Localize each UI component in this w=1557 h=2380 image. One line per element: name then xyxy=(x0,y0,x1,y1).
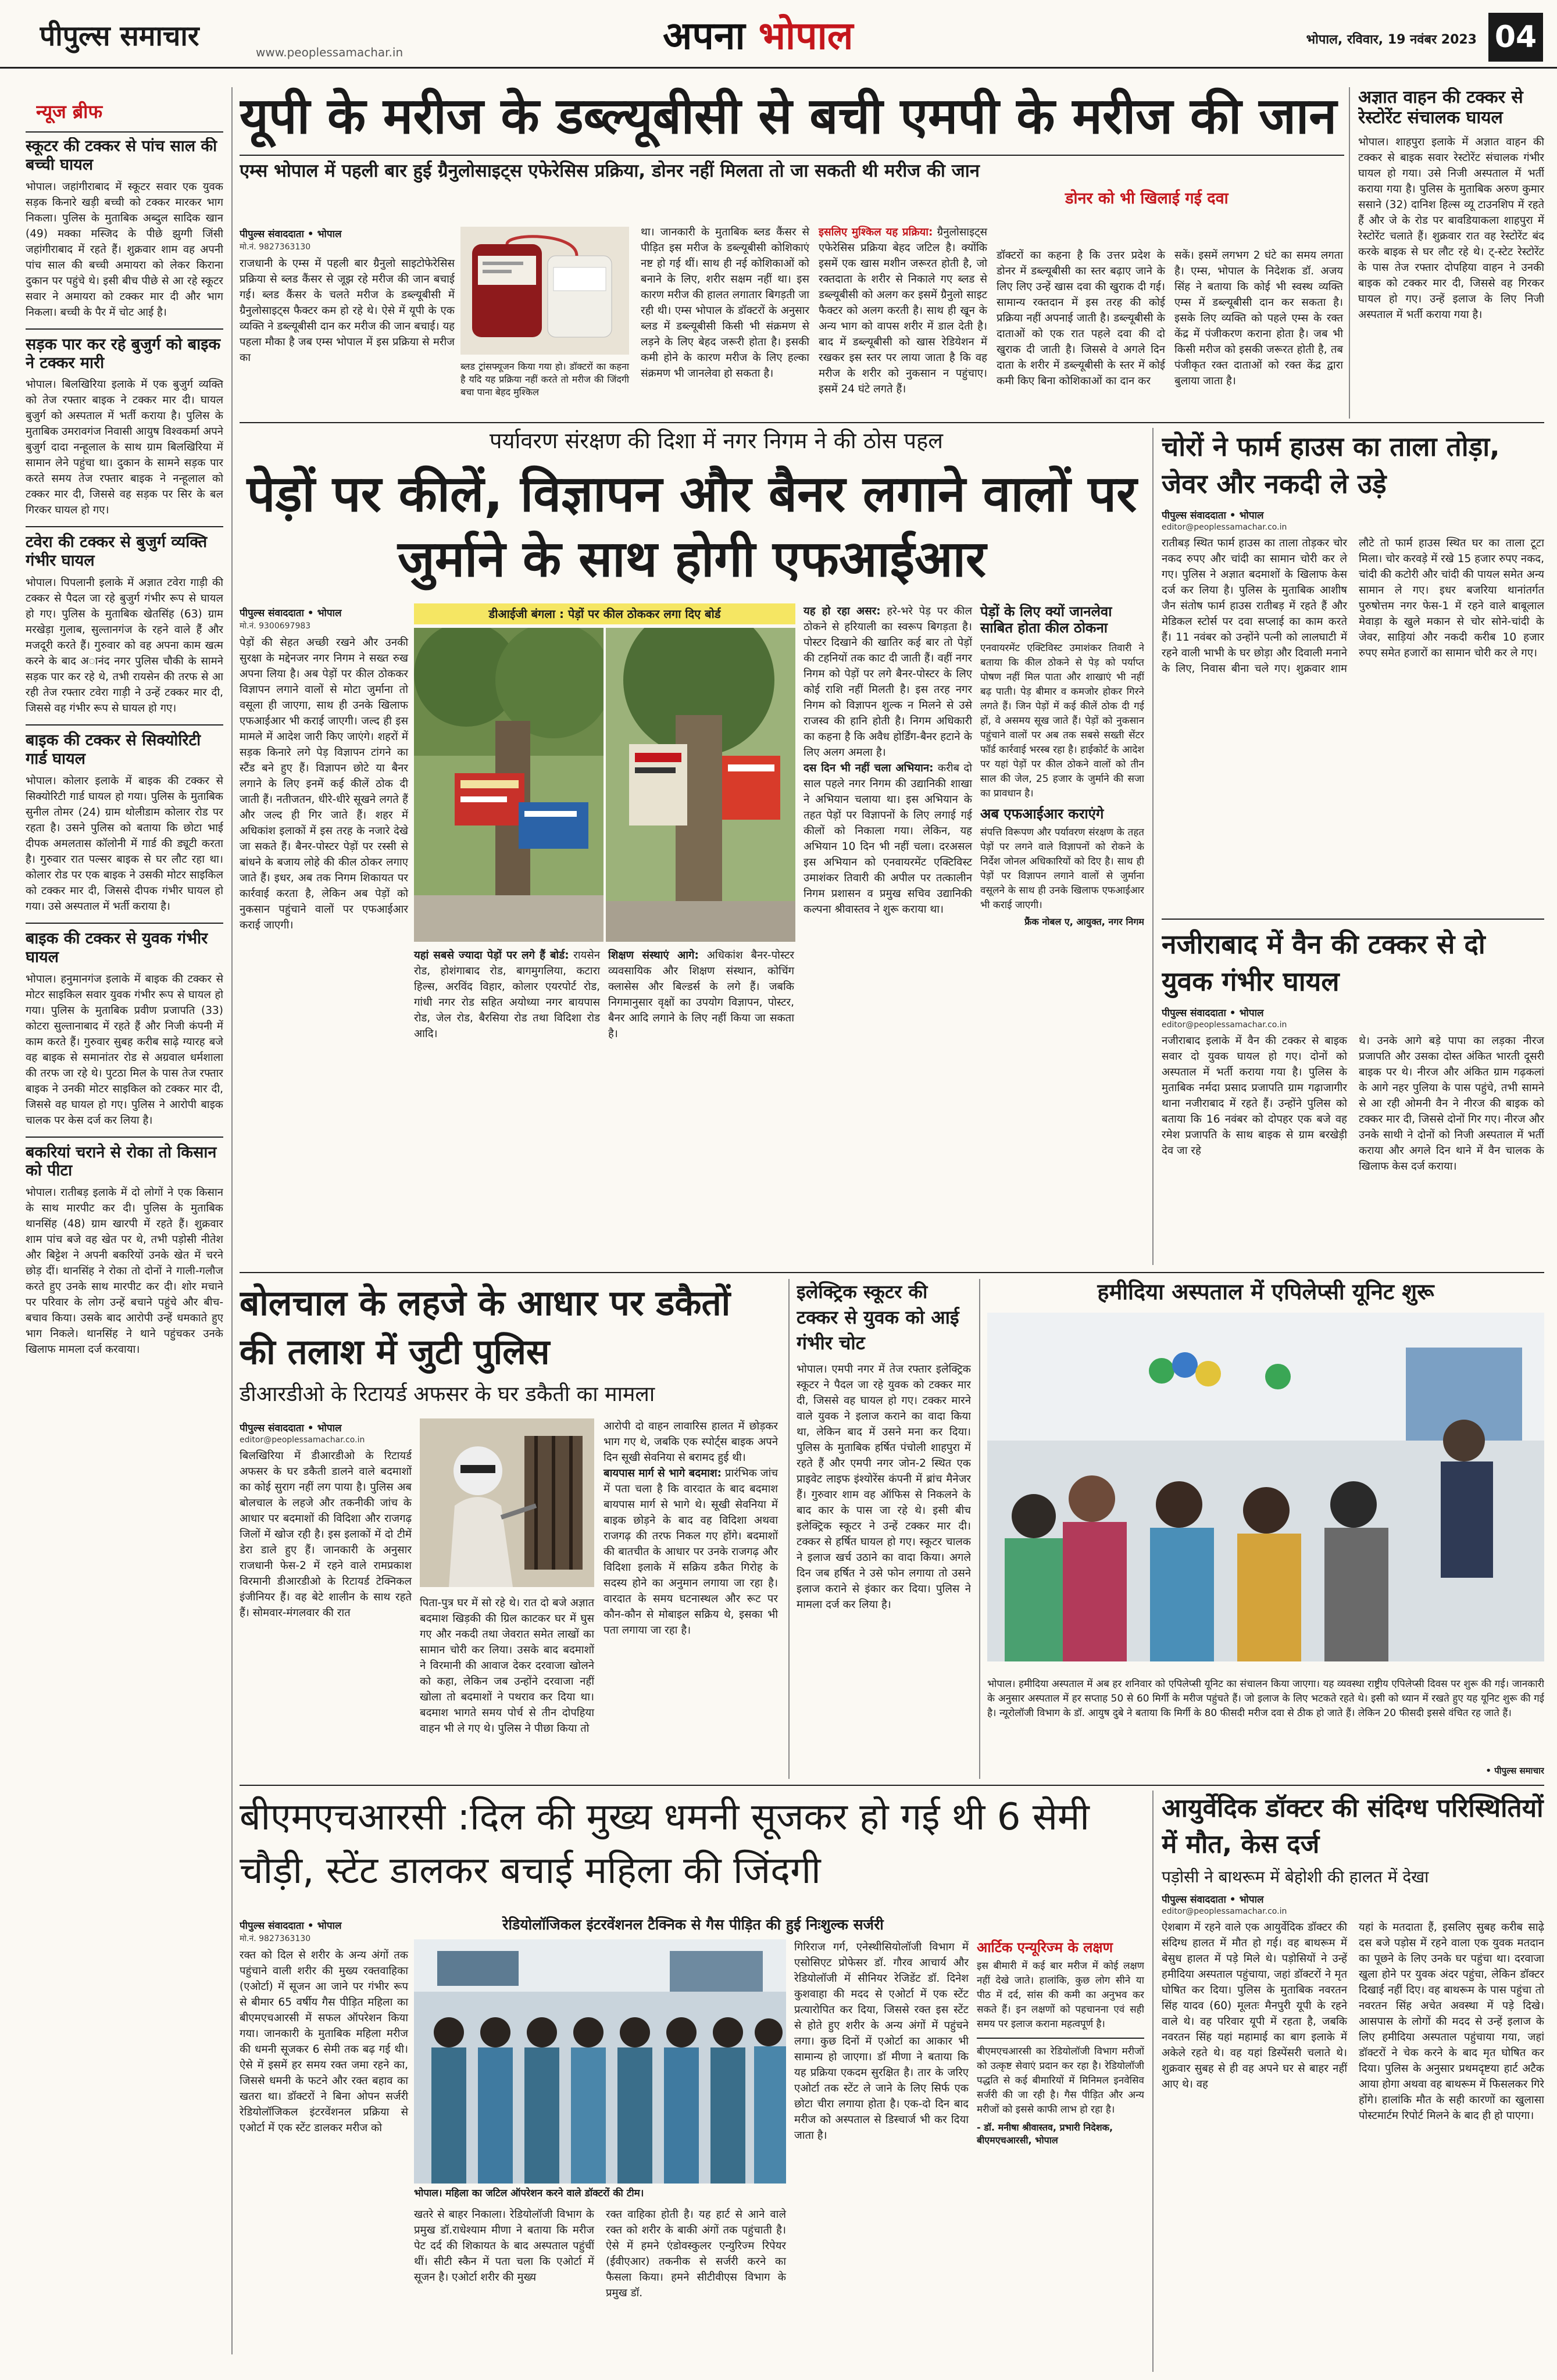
lead-col-1: राजधानी के एम्स में पहली बार ग्रैनुलो साइटोफेरेसिस प्रक्रिया से ब्लड कैंसर से जूझ रहे मरीज की जान बचाई गई। ब्लड कैंसर के चलते मरीज के डब्ल्यूबीसी में ग्रैनुलोसाइट्स फैक्टर कम हो रहे थे। ऐसे में यूपी के एक व्यक्ति ने डब्ल्यूबीसी दान कर मरीज की जान बचाई। यह पहला मौका है जब एम्स भोपाल में इस प्रक्रिया से मरीज का xyxy=(240,258,455,364)
env-byline: पीपुल्स संवाददाता • भोपाल xyxy=(240,607,342,619)
lead-headline[interactable]: यूपी के मरीज के डब्ल्यूबीसी से बची एमपी के मरीज की जान xyxy=(240,87,1337,145)
brief-column xyxy=(26,137,223,2358)
bmhrc-col-1: रक्त को दिल से शरीर के अन्य अंगों तक पहुंचाने वाली शरीर की मुख्य रक्तवाहिका (एओर्टा) में सूजन आ जाने पर गंभीर रूप से बीमार 65 वर्षीय गैस पीड़ित महिला का बीएमएचआरसी में सफल ऑपरेशन किया गया। जानकारी के मुताबिक महिला मरीज की धमनी सूजकर 6 सेमी तक बढ़ गई थी। ऐसे में इसमें हर समय रक्त जमा रहने का, जिससे धमनी के फटने और रक्त बहाव का खतरा था। डॉक्टरों ने बिना ओपन सर्जरी रेडियोलॉजिकल इंटरवेंशनल प्रक्रिया से एओर्टा में एक स्टेंट डालकर मरीज को xyxy=(240,1949,408,2134)
column-divider xyxy=(979,1279,980,1779)
ayur-headline[interactable]: आयुर्वेदिक डॉक्टर की संदिग्ध परिस्थितियों में मौत, केस दर्ज xyxy=(1162,1793,1544,1859)
bmhrc-photo-label: रेडियोलॉजिकल इंटरवेंशनल टैक्निक से गैस पीड़ित की हुई निःशुल्क सर्जरी xyxy=(502,1916,884,1933)
env-byline-block xyxy=(240,603,408,933)
section-rule xyxy=(1162,919,1544,920)
bmhrc-col-3: रक्त वाहिका होती है। यह हार्ट से आने वाले रक्त को शरीर के बाकी अंगों तक पहुंचाती है। ऐसे में हमने एंडोवस्कुलर एन्युरिज्म रिपेयर (ईवीएआर) तकनीक से सर्जरी करने का फैसला किया। हमने सीटीवीएस विभाग के प्रमुख डॉ. xyxy=(606,2209,786,2299)
env-caption-1 xyxy=(414,948,600,1042)
hamidia-story xyxy=(987,1279,1544,1779)
brief-divider xyxy=(26,1137,223,1138)
bmhrc-headline[interactable]: बीएमएचआरसी :दिल की मुख्य धमनी सूजकर हो गई थी 6 सेमी चौड़ी, स्टेंट डालकर बचाई महिला की जिंदगी xyxy=(240,1796,1090,1892)
section-title xyxy=(663,8,965,60)
scooter-headline[interactable]: इलेक्ट्रिक स्कूटर की टक्कर से युवक को आई गंभीर चोट xyxy=(797,1281,959,1354)
dacoity-email: editor@peoplessamachar.co.in xyxy=(240,1435,365,1445)
brief-divider xyxy=(26,328,223,330)
surgery-team-image xyxy=(414,1939,786,2184)
right2-byline: पीपुल्स संवाददाता • भोपाल xyxy=(1162,510,1264,521)
brief-item xyxy=(26,533,223,716)
ayur-col-2: यहां के मतदाता हैं, इसलिए सुबह करीब साढ़े दस बजे पड़ोस में रहने वाला एक युवक मतदान का पूछने के लिए उनके घर पहुंचा था। दरवाजा खुला होने पर युवक अंदर पहुंचा, लेकिन डॉक्टर दिखाई नहीं दिए। वह बाथरूम के पास पहुंचा तो नवरतन सिंह अचेत अवस्था में पड़े दिखे। आसपास के लोगों की मदद से उन्हें इलाज के लिए हमीदिया अस्पताल पहुंचाया गया, जहां डॉक्टरों ने चेक करने के बाद मृत घोषित कर दिया। पुलिस के अनुसार प्रथमदृष्टया हार्ट अटैक आया होगा अथवा वह बाथरूम में फिसलकर गिरे होंगे। हालांकि मौत के सही कारणों का खुलासा पोस्टमार्टम रिपोर्ट मिलने के बाद ही हो पाएगा। xyxy=(1359,1921,1544,2122)
column-divider xyxy=(1349,87,1350,419)
ayur-col-1: ऐशबाग में रहने वाले एक आयुर्वेदिक डॉक्टर की संदिग्ध हालत में मौत हो गई। वह बाथरूम में बेसुध हालत में पड़े मिले थे। पड़ोसियों ने उन्हें हमीदिया अस्पताल पहुंचाया, जहां डॉक्टरों ने मृत घोषित कर दिया। पुलिस के मुताबिक नवरतन सिंह यादव (60) मूलतः मैनपुरी यूपी के रहने वाले थे। वह परिवार यूपी में रहता है, जबकि नवरतन सिंह यहां महामाई का बाग इलाके में अकेले रहते थे। वह यहां डिस्पेंसरी चलाते थे। शुक्रवार सुबह से ही वह अपने घर से बाहर नहीं आए थे। वह xyxy=(1162,1921,1347,2091)
bmhrc-col-1-block xyxy=(240,1916,408,2136)
column-divider xyxy=(1152,428,1154,1265)
blood-bag-photo xyxy=(460,227,629,355)
lead-phone: मो.नं. 9827363130 xyxy=(240,242,311,252)
lead-col-5: सकें। इसमें लगभग 2 घंटे का समय लगता है। एम्स, भोपाल के निदेशक डॉ. अजय सिंह ने बताया कि कोई भी स्वस्थ व्यक्ति एम्स में डब्ल्यूबीसी दान कर सकता है। इसके लिए व्यक्ति को पहले एम्स के रक्त केंद्र में पंजीकरण कराना होता है। जब भी किसी मरीज को इसकी जरूरत होती है, तब पंजीकृत रक्त दाताओं को रक्त केंद्र द्वारा बुलाया जाता है। xyxy=(1174,249,1343,387)
lead-subhead: एम्स भोपाल में पहली बार हुई ग्रैनुलोसाइट्स एफेरेसिस प्रक्रिया, डोनर नहीं मिलता तो जा सकती थी मरीज की जान xyxy=(240,160,980,181)
column-divider xyxy=(231,87,233,2354)
env-col-3-text: हरे-भरे पेड़ पर कील ठोकने से हरियाली का स्वरूप बिगड़ता है। पोस्टर दिखाने की खातिर कई बार तो पेड़ों की टहनियों तक काट दी जाती हैं। वहीं नगर निगम को पेड़ों पर लगे बैनर-पोस्टर के लिए कोई राशि नहीं मिलती है। इस तरह नगर निगम को विज्ञापन शुल्क न मिलने से उसे राजस्व की हानि होती है। निगम अधिकारी का कहना है कि अवैध होर्डिंग-बैनर हटाने के लिए अलग अमला है। xyxy=(804,605,973,759)
lead-col-4: डॉक्टरों का कहना है कि उत्तर प्रदेश के डोनर में डब्ल्यूबीसी का स्तर बढ़ाए जाने के लिए लिए उन्हें खास दवा की खुराक दी गई। सामान्य रक्तदान में इस तरह की कोई प्रक्रिया नहीं अपनाई जाती है। डब्ल्यूबीसी के दाताओं को एक रात पहले दवा की दो खुराक दी जाती है। जिससे वे अगले दिन दाता के शरीर में डब्ल्यूबीसी के स्तर में कोई कमी किए बिना कोशिकाओं का दान कर xyxy=(997,249,1165,387)
brief-headline: सड़क पार कर रहे बुजुर्ग को बाइक ने टक्कर मारी xyxy=(26,335,221,372)
dacoity-col-3b xyxy=(603,1466,778,1638)
bmhrc-sidebar-title: आर्टिक एन्यूरिज्म के लक्षण xyxy=(977,1939,1113,1956)
masthead xyxy=(0,0,1557,69)
lead-col-3-lead: इसलिए मुश्किल यह प्रक्रिया: xyxy=(819,226,933,238)
env-phone: मो.नं. 9300697983 xyxy=(240,621,311,631)
bmhrc-byline: पीपुल्स संवाददाता • भोपाल xyxy=(240,1920,342,1932)
dacoity-col-3b-text: प्रारंभिक जांच में पता चला है कि वारदात के बाद बदमाश बायपास मार्ग से भागे थे। सूखी सेवनिया में बाइक छोड़ने के बाद वह विदिशा अथवा राजगढ़ की तरफ निकल गए होंगे। बदमाशों की बातचीत के आधार पर उनके राजगढ़ और विदिशा इलाके में सक्रिय डकैत गिरोह के सदस्य होने का अनुमान लगाया जा रहा है। वारदात के समय घटनास्थल और रूट पर कौन-कौन से मोबाइल सक्रिय थे, इसका भी पता लगाया जा रहा है। xyxy=(603,1467,778,1636)
lead-col-3-text: ग्रैनुलोसाइट्स एफेरेसिस प्रक्रिया बेहद जटिल है। क्योंकि इसमें एक खास मशीन जरूरत होती है, जो रक्तदाता के शरीर से निकाले गए ब्लड से डब्ल्यूबीसी को अलग कर इसमें ग्रैनुलो साइट फैक्टर को अलग करती है। साथ ही खून के अन्य भाग को वापस शरीर में डाल देती है। बाद में डब्ल्यूबीसी को खास रेडियेशन में रखकर इस स्तर पर लाया जाता है कि वह मरीज के शरीर को नुकसान न पहुंचाए। इसमें 24 घंटे लगते हैं। xyxy=(819,226,987,395)
scooter-story xyxy=(797,1279,971,1779)
brief-body: भोपाल। जहांगीराबाद में स्कूटर सवार एक युवक सड़क किनारे खड़ी बच्ची को टक्कर मारकर भाग निकला। पुलिस के मुताबिक अब्दुल सादिक खान (49) मक्का मस्जिद के पीछे झुग्गी जिंसी जहांगीराबाद में रहते हैं। शुक्रवार शाम वह अपनी पांच साल की बच्ची अमायरा को लेकर किराना दुकान पर पहुंचे थे। इसी बीच पीछे से आ रहे स्कूटर सवार ने अमायरा को टक्कर मार दी और भाग निकला। बच्ची के पैर में चोट आई है। xyxy=(26,180,223,319)
lead-subhead-rule xyxy=(240,155,1344,156)
lead-photo-caption: ब्लड ट्रांसफ्यूजन किया गया हो। डॉक्टरों का कहना है यदि यह प्रक्रिया नहीं करते तो मरीज की जिंदगी बचा पाना बेहद मुश्किल xyxy=(460,361,629,398)
right-story-1 xyxy=(1358,87,1544,419)
brief-headline: बाइक की टक्कर से युवक गंभीर घायल xyxy=(26,929,208,966)
brief-headline: टवेरा की टक्कर से बुजुर्ग व्यक्ति गंभीर घायल xyxy=(26,533,208,570)
bmhrc-col-2: खतरे से बाहर निकाला। रेडियोलॉजी विभाग के प्रमुख डॉ.राधेश्याम मीणा ने बताया कि मरीज पेट दर्द की शिकायत के बाद अस्पताल पहुंचीं थीं। सीटी स्कैन में पता चला कि एओर्टा में सूजन है। एओर्टा शरीर की मुख्य xyxy=(414,2209,594,2283)
site-url[interactable]: www.peoplessamachar.in xyxy=(256,45,403,59)
ayur-email: editor@peoplessamachar.co.in xyxy=(1162,1907,1287,1917)
right2-email: editor@peoplessamachar.co.in xyxy=(1162,523,1287,532)
bmhrc-sidebar xyxy=(977,1939,1144,2146)
env-col-3b-text: करीब दो साल पहले नगर निगम की उद्यानिकी शाखा ने अभियान चलाया था। इस अभियान के तहत पेड़ों पर विज्ञापनों के लिए लगाई गई कीलों को निकाला गया। लेकिन, यह अभियान 10 दिन भी नहीं चला। दरअसल इस अभियान को एनवायरमेंट एक्टिविस्ट उमाशंकर तिवारी की अपील पर तत्कालीन निगम प्रशासन व प्रमुख सचिव उद्यानिकी कल्पना श्रीवास्तव ने शुरू कराया था। xyxy=(804,762,972,916)
env-caption-2-text: अधिकांश बैनर-पोस्टर व्यवसायिक और शिक्षण संस्थान, कोचिंग क्लासेस और बिल्डर्स के लगे हैं। जबकि निगमानुसार वृक्षों का उपयोग विज्ञापन, पोस्टर, बैनर आदि लगाने के लिए नहीं किया जा सकता है। xyxy=(608,949,794,1040)
env-fir-body: संपत्ति विरूपण और पर्यावरण संरक्षण के तहत पेड़ों पर लगने वाले विज्ञापनों को रोकने के निर्देश जोनल अधिकारियों को दिए है। साथ ही पेड़ों पर विज्ञापन लगाने वालों से जुर्माना वसूलने के साथ ही उनके खिलाफ एफआईआर भी कराई जाएगी। xyxy=(980,826,1144,911)
right3-col-1: नजीराबाद इलाके में वैन की टक्कर से बाइक सवार दो युवक घायल हो गए। दोनों को अस्पताल में भर्ती कराया गया है। पुलिस के मुताबिक नर्मदा प्रसाद प्रजापति ग्राम गढ़ाजागीर थाना नजीराबाद में रहते हैं। उन्होंने पुलिस को बताया कि 16 नवंबर को दोपहर एक बजे वह रमेश प्रजापति के साथ बाइक से ग्राम बरखेड़ी देव जा रहे xyxy=(1162,1035,1347,1157)
section-title-b: भोपाल xyxy=(758,13,854,58)
section-rule xyxy=(240,422,1544,423)
right3-email: editor@peoplessamachar.co.in xyxy=(1162,1020,1287,1030)
right-story-3 xyxy=(1162,925,1544,1265)
right-story-2 xyxy=(1162,428,1544,910)
env-fir-signature: फ्रैंक नोबल ए, आयुक्त, नगर निगम xyxy=(1024,916,1144,927)
env-sidebar-title: पेड़ों के लिए क्यों जानलेवा साबित होता कील ठोकना xyxy=(980,603,1112,637)
env-col-3b-lead: दस दिन भी नहीं चला अभियान: xyxy=(804,762,934,774)
brief-item xyxy=(26,930,223,1128)
dacoity-headline[interactable]: बोलचाल के लहजे के आधार पर डकैतों की तलाश में जुटी पुलिस xyxy=(240,1283,731,1373)
brief-body: भोपाल। कोलार इलाके में बाइक की टक्कर से सिक्योरिटी गार्ड घायल हो गया। पुलिस के मुताबिक सुनील तोमर (24) ग्राम थोलीडाम कोलार रोड पर रहता है। उसने पुलिस को बताया कि छोटा भाई दीपक अमलतास कॉलोनी में गार्ड की ड्यूटी करता है। गुरुवार रात पल्सर बाइक से घर लौट रहा था। कोलार रोड पर एक बाइक ने उसकी मोटर साइकिल को टक्कर मार दी, जिससे दीपक गंभीर घायल हो गया। उसे अस्पताल में भर्ती कराया है। xyxy=(26,774,223,913)
right2-body: रातीबड़ स्थित फार्म हाउस का ताला तोड़कर चोर नकद रुपए और चांदी का सामान चोरी कर ले गए। पुलिस ने अज्ञात बदमाशों के खिलाफ केस दर्ज कर लिया है। पुलिस के मुताबिक आशीष जैन संतोष फार्म हाउस रातीबड़ में रहते हैं और मेडिकल स्टोर्स पर दवा सप्लाई का काम करते हैं। 11 नवंबर को उन्होंने पत्नी को लालघाटी में रहने वाली भाभी के घर छोड़ा और दिवाली मनाने के लिए, निवास बीना चले गए। शुक्रवार शाम लौटे तो फार्म हाउस स्थित घर का ताला टूटा मिला। चोर करवड़े में रखे 15 हजार रुपए नकद, चांदी की कटोरी और चांदी की पायल समेत अन्य सामान ले गए। इधर बजरिया थानांतर्गत पुरुषोत्तम नगर फेस-1 में रहने वाले बाबूलाल मेवाड़ा के खुले मकान से चोर सोने-चांदी के जेवर, साड़ियां और नकदी करीब 10 हजार रुपए समेत हजारों का सामान चोरी कर ले गए। xyxy=(1162,537,1544,675)
brief-item xyxy=(26,1143,223,1358)
right2-headline[interactable]: चोरों ने फार्म हाउस का ताला तोड़ा, जेवर और नकदी ले उड़े xyxy=(1162,431,1500,499)
newspaper-logo[interactable] xyxy=(40,16,284,57)
burglar-illustration xyxy=(420,1418,594,1587)
right1-headline[interactable]: अज्ञात वाहन की टक्कर से रेस्टोरेंट संचालक घायल xyxy=(1358,87,1523,128)
dacoity-col-3-block xyxy=(603,1418,778,1638)
issue-date: भोपाल, रविवार, 19 नवंबर 2023 xyxy=(1306,33,1477,47)
bmhrc-quote-signature: - डॉ. मनीषा श्रीवास्तव, प्रभारी निदेशक, बीएमएचआरसी, भोपाल xyxy=(977,2122,1113,2146)
dacoity-col-1-block xyxy=(240,1418,412,1621)
lead-body-cols xyxy=(641,224,1344,419)
brief-divider xyxy=(26,923,223,924)
right3-byline: पीपुल्स संवाददाता • भोपाल xyxy=(1162,1007,1264,1019)
brief-body: भोपाल। रातीबड़ इलाके में दो लोगों ने एक किसान के साथ मारपीट कर दी। पुलिस के मुताबिक थानसिंह (48) ग्राम खारपी में रहते हैं। शुक्रवार शाम पांच बजे वह खेत पर थे, तभी पड़ोसी नीतेश और बिट्टेश ने अपनी बकरियों उनके खेत में चरने छोड़ दीं। थानसिंह ने रोका तो दोनों ने गाली-गलौज करते हुए उनके साथ मारपीट कर दी। शोर मचाने पर परिवार के लोग उन्हें बचाने पहुंचे और बीच-बचाव किया। उसके बाद आरोपी उन्हें धमकाते हुए भाग निकले। थानसिंह ने थाने पहुंचकर उनके खिलाफ मामला दर्ज करवाया। xyxy=(26,1187,223,1356)
tree-photo-right xyxy=(606,628,795,942)
column-divider xyxy=(788,1279,790,1779)
hamidia-photo xyxy=(987,1313,1544,1661)
right3-body-cols xyxy=(1162,1033,1544,1174)
ayur-byline: पीपुल्स संवाददाता • भोपाल xyxy=(1162,1894,1264,1906)
env-caption-1-text: रायसेन रोड, होशंगाबाद रोड, बागमुगलिया, कटारा हिल्स, अरविंद विहार, कोलार एयरपोर्ट रोड, गांधी नगर रोड सहित अयोध्या नगर बायपास रोड, जेल रोड, बैरसिया रोड तथा विदिशा रोड आदि। xyxy=(414,949,600,1040)
right3-headline[interactable]: नजीराबाद में वैन की टक्कर से दो युवक गंभीर घायल xyxy=(1162,928,1485,997)
bmhrc-quote: बीएमएचआरसी का रेडियोलॉजी विभाग मरीजों को उत्कृष्ट सेवाएं प्रदान कर रहा है। रेडियोलॉजी पद्धति से कई बीमारियों में मिनिमल इनवेसिव सर्जरी की जा रही है। गैस पीड़ित और अन्य मरीजों को इससे काफी लाभ हो रहा है। xyxy=(977,2046,1144,2116)
hamidia-photo-credit: • पीपुल्स समाचार xyxy=(1485,1766,1544,1776)
right3-col-2: थे। उनके आगे बड़े पापा का लड़का नीरज प्रजापति और उसका दोस्त अंकित भारती दूसरी बाइक पर थे। नीरज और अंकित ग्राम गढ़कलां के आगे नहर पुलिया के पास पहुंचे, तभी सामने से आ रही ओमनी वैन ने नीरज की बाइक को टक्कर मार दी, जिससे दोनों गिर गए। नीरज और उनके साथी ने दोनों को निजी अस्पताल में भर्ती कराया और अगले दिन थाने में वैन चालक के खिलाफ केस दर्ज कराया। xyxy=(1359,1035,1544,1173)
logo-text: पीपुल्स समाचार xyxy=(40,20,199,52)
blood-bag-image xyxy=(460,227,629,355)
env-story xyxy=(240,428,1144,1265)
brief-headline: बकरियां चराने से रोका तो किसान को पीटा xyxy=(26,1143,217,1180)
lead-subhead-2: डोनर को भी खिलाई गई दवा xyxy=(1065,190,1229,208)
env-col-1: पेड़ों की सेहत अच्छी रखने और उनकी सुरक्षा के मद्देनजर नगर निगम ने सख्त रुख अपना लिया है। अब पेड़ों पर कील ठोककर विज्ञापन लगाने वालों से मोटा जुर्माना तो वसूला ही जाएगा, साथ ही उनके खिलाफ एफआईआर भी कराई जाएगी। जल्द ही इस मामले में आदेश जारी किए जाएंगे। शहरों में सड़क किनारे लगे पेड़ विज्ञापन टांगने का स्टैंड बने हुए हैं। विज्ञापन छोटे या बैनर लगाने के लिए इनमें कई कीलें ठोक दी जाती हैं। नतीजतन, धीरे-धीरे सूखने लगते हैं और जल्द ही गिर जाते हैं। शहर में अधिकांश इलाकों में इस तरह के नजारे देखे जा सकते हैं। बैनर-पोस्टर पेड़ों पर रस्सी से बांधने के बजाय लोहे की कील ठोकर लगाए जाते हैं। इधर, अब तक निगम शिकायत पर कार्रवाई करता है, लेकिन अब पेड़ों को नुकसान पहुंचाने वालों पर एफआईआर कराई जाएगी। xyxy=(240,637,408,931)
brief-divider xyxy=(26,724,223,726)
tree-board-image xyxy=(606,628,795,942)
env-photo-label: डीआईजी बंगला : पेड़ों पर कील ठोककर लगा दिए बोर्ड xyxy=(414,603,795,624)
scooter-body: भोपाल। एमपी नगर में तेज रफ्तार इलेक्ट्रिक स्कूटर ने पैदल जा रहे युवक को टक्कर मार दी, जिससे वह घायल हो गए। टक्कर मारने वाले युवक ने इलाज कराने का वादा किया था, लेकिन बाद में उसने मना कर दिया। पुलिस के मुताबिक हर्षित पंचोली शाहपुरा में रहते हैं और एमपी नगर जोन-2 स्थित एक प्राइवेट लाइफ इंश्योरेंस कंपनी में ब्रांच मैनेजर हैं। गुरुवार शाम वह ऑफिस से निकलने के बाद कार के पास जा रहे थे। इसी बीच इलेक्ट्रिक स्कूटर ने उन्हें टक्कर मार दी। टक्कर से हर्षित घायल हो गए। स्कूटर चालक ने इलाज खर्च उठाने का वादा किया। अगले दिन जब हर्षित ने उसे फोन लगाया तो उसने इलाज कराने से इंकार कर दिया। पुलिस ने मामला दर्ज कर लिया है। xyxy=(797,1363,971,1611)
env-col-3-block xyxy=(804,603,972,917)
news-brief-label-text: न्यूज ब्रीफ xyxy=(36,101,103,123)
dacoity-col-3: आरोपी दो वाहन लावारिस हालत में छोड़कर भाग गए थे, जबकि एक स्पोर्ट्स बाइक अपने दिन सूखी सेवनिया से बरामद हुई थी। xyxy=(603,1420,778,1464)
hamidia-headline[interactable]: हमीदिया अस्पताल में एपिलेप्सी यूनिट शुरू xyxy=(1097,1279,1434,1305)
bmhrc-photo-caption: भोपाल। महिला का जटिल ऑपरेशन करने वाले डॉक्टरों की टीम। xyxy=(414,2188,644,2199)
dacoity-story xyxy=(240,1279,780,1779)
tree-photo-left xyxy=(414,628,603,942)
epilepsy-unit-image xyxy=(987,1313,1544,1661)
right1-body: भोपाल। शाहपुरा इलाके में अज्ञात वाहन की टक्कर से बाइक सवार रेस्टोरेंट संचालक गंभीर घायल हो गया। उसे निजी अस्पताल में भर्ती कराया गया है। पुलिस के मुताबिक अरुण कुमार ससाने (32) दानिश हिल्स व्यू टाउनशिप में रहते हैं और जे के रोड पर बावडियाकला शाहपुरा में रेस्टोरेंट चलाते हैं। शुक्रवार रात वह रेस्टोरेंट बंद करके बाइक से घर लौट रहे थे। ट्-स्टेट रेस्टोरेंट के पास तेज रफ्तार दोपहिया वाहन ने उनकी बाइक को टक्कर मार दी, जिससे वह गिरकर घायल हो गए। उन्हें इलाज के लिए निजी अस्पताल में भर्ती कराया गया है। xyxy=(1358,135,1544,321)
section-title-a: अपना xyxy=(663,13,745,58)
ayur-story xyxy=(1162,1791,1544,2372)
env-sidebar xyxy=(980,603,1144,928)
bmhrc-phone: मो.नं. 9827363130 xyxy=(240,1934,311,1943)
bmhrc-col-4: गिरिराज गर्ग, एनेस्थीसियोलॉजी विभाग में एसोसिएट प्रोफेसर डॉ. गौरव आचार्य और रेडियोलॉजी में सीनियर रेजिडेंट डॉ. दिनेश कुशवाहा की मदद से एओर्टा में एक स्टेंट प्रत्यारोपित कर दिया, जिससे रक्त इस स्टेंट से होते हुए शरीर के अन्य अंगों में पहुंचने लगा। कुछ दिनों में एओर्टा का आकार भी सामान्य हो जाएगा। डॉ मीणा ने बताया कि यह प्रक्रिया एकदम सुरक्षित है। तार के जरिए एओर्टा तक स्टेंट ले जाने के लिए सिर्फ एक छोटा चीरा लगाया होता है। एक-दो दिन बाद मरीज को अस्पताल से डिस्चार्ज भी कर दिया जाता है। xyxy=(794,1941,969,2142)
dacoity-col-3b-lead: बायपास मार्ग से भागे बदमाश: xyxy=(603,1467,722,1480)
lead-byline: पीपुल्स संवाददाता • भोपाल xyxy=(240,228,342,240)
dacoity-col-2: पिता-पुत्र घर में सो रहे थे। रात दो बजे अज्ञात बदमाश खिड़की की ग्रिल काटकर घर में घुस गए और नकदी तथा जेवरात समेत लाखों का सामान चोरी कर लिया। उसके बाद बदमाशों ने विरमानी की आवाज देकर दरवाजा खोलने को कहा, लेकिन जब उन्होंने दरवाजा नहीं खोला तो बदमाशों ने पथराव कर दिया था। बदमाश भागते समय पोर्च से तीन दोपहिया वाहन भी ले गए थे। पुलिस ने पीछा किया तो xyxy=(420,1597,594,1735)
brief-divider xyxy=(26,526,223,527)
brief-body: भोपाल। बिलखिरिया इलाके में एक बुजुर्ग व्यक्ति को तेज रफ्तार बाइक ने टक्कर मार दी। घायल बुजुर्ग को अस्पताल में भर्ती कराया है। पुलिस के मुताबिक उमरावगंज निवासी आयुष विश्वकर्मा अपने बुजुर्ग दादा नन्हूलाल के साथ ग्राम बिलखिरिया में सामान लेने पहुंचा था। दुकान के सामने सड़क पार करते समय तेज रफ्तार बाइक ने नन्हूलाल को टक्कर मार दी, जिससे वह सड़क पर सिर के बल गिरकर घायल हो गए। xyxy=(26,378,223,517)
bmhrc-photo xyxy=(414,1939,786,2184)
dacoity-illustration xyxy=(420,1418,594,1587)
column-divider xyxy=(1152,1791,1154,2372)
news-brief-label xyxy=(36,99,210,130)
dacoity-byline: पीपुल्स संवाददाता • भोपाल xyxy=(240,1423,342,1434)
brief-body: भोपाल। हनुमानगंज इलाके में बाइक की टक्कर से मोटर साइकिल सवार युवक गंभीर रूप से घायल हो गया। पुलिस के मुताबिक प्रवीण प्रजापति (33) कोटरा सुल्तानाबाद में रहते हैं और निजी कंपनी में काम करते हैं। गुरुवार सुबह करीब साढ़े ग्यारह बजे वह बाइक से समानांतर रोड से अग्रवाल धर्मशाला की तरफ जा रहे थे। पुटठा मिल के पास तेज रफ्तार बाइक ने उनकी मोटर साइकिल को टक्कर मार दी, जिससे वह घायल हो गए। पुलिस ने आरोपी बाइक चालक पर केस दर्ज कर लिया है। xyxy=(26,973,223,1127)
ayur-subhead: पड़ोसी ने बाथरूम में बेहोशी की हालत में देखा xyxy=(1162,1867,1429,1886)
section-rule xyxy=(240,1272,1544,1273)
env-col-3 xyxy=(804,603,972,760)
env-caption-1-lead: यहां सबसे ज्यादा पेड़ों पर लगे हैं बोर्ड: xyxy=(414,949,569,962)
page-number: 04 xyxy=(1488,13,1543,62)
brief-headline: स्कूटर की टक्कर से पांच साल की बच्ची घायल xyxy=(26,137,217,174)
env-sidebar-body: एनवायरमेंट एक्टिविस्ट उमाशंकर तिवारी ने बताया कि कील ठोकने से पेड़ को पर्याप्त पोषण नहीं मिल पाता और शाखाएं भी नहीं बढ़ पाती। पेड़ बीमार व कमजोर होकर गिरने लगते हैं। जिन पेड़ों में कई कीलें ठोक दी गई हों, वे असमय सूख जाते हैं। पेड़ों को नुकसान पहुंचाने वालों पर अब तक सबसे सख्ती सेंटर फॉर्ड कार्रवाई भरस्ब रहा है। हाईकोर्ट के आदेश पर यहां पेड़ों पर कील ठोकने वालों को तीन साल की जेल, 25 हजार के जुर्माने की सजा का प्रावधान है। xyxy=(980,642,1144,799)
env-col-3b xyxy=(804,760,972,917)
dacoity-subhead: डीआरडीओ के रिटायर्ड अफसर के घर डकैती का मामला xyxy=(240,1382,655,1406)
bmhrc-story xyxy=(240,1791,1144,2372)
ayur-body-cols xyxy=(1162,1920,1544,2124)
env-headline[interactable]: पेड़ों पर कीलें, विज्ञापन और बैनर लगाने वालों पर जुर्माने के साथ होगी एफआईआर xyxy=(247,465,1137,588)
env-fir-title: अब एफआईआर कराएंगे xyxy=(980,805,1104,822)
lead-byline-block xyxy=(240,224,455,366)
env-caption-2 xyxy=(608,948,794,1042)
env-col-3-lead: यह हो रहा असर: xyxy=(804,605,881,617)
brief-body: भोपाल। पिपलानी इलाके में अज्ञात टवेरा गाड़ी की टक्कर से पैदल जा रहे बुजुर्ग गंभीर रूप से घायल हो गए। पुलिस के मुताबिक खेतसिंह (63) ग्राम मरखेड़ा गुलाब, सुल्तानगंज के रहने वाले हैं और मजदूरी करते हैं। गुरुवार को वह अपना काम खत्म करने के बाद अानंद नगर पुलिस चौकी के सामने सड़क पार कर रहे थे, तभी रायसेन की तरफ से आ रही तेज रफ्तार टवेरा गाड़ी ने उन्हें टक्कर मार दी, जिससे वह गंभीर रूप से घायल हो गए। xyxy=(26,577,223,715)
brief-item xyxy=(26,137,223,320)
brief-item xyxy=(26,335,223,519)
tree-board-image xyxy=(414,628,603,942)
brief-headline: बाइक की टक्कर से सिक्योरिटी गार्ड घायल xyxy=(26,731,201,769)
dacoity-col-1: बिलखिरिया में डीआरडीओ के रिटायर्ड अफसर के घर डकैती डालने वाले बदमाशों का कोई सुराग नहीं लग पाया है। पुलिस अब बोलचाल के लहजे और तकनीकी जांच के आधार पर बदमाशों की विदिशा और राजगढ़ जिलों में खोज रही है। इस इलाकों में दो टीमें डेरा डाले हुए हैं। जानकारी के अनुसार राजधानी फेस-2 में रहने वाले रामप्रकाश विरमानी डीआरडीओ के रिटायर्ड टेक्निकल इंजीनियर हैं। वह बेटे शालीन के साथ रहते हैं। सोमवार-मंगलवार की रात xyxy=(240,1450,412,1619)
section-rule xyxy=(240,1785,1544,1786)
lead-col-3 xyxy=(819,224,987,397)
lead-col-2: था। जानकारी के मुताबिक ब्लड कैंसर से पीड़ित इस मरीज के डब्ल्यूबीसी कोशिकाएं नष्ट हो गई थीं। साथ ही नई कोशिकाओं को बनाने के लिए, शरीर सक्षम नहीं था। इस कारण मरीज की हालत लगातार बिगड़ती जा रही थी। एम्स भोपाल के डॉक्टरों के अनुसार ब्लड में डब्ल्यूबीसी किसी भी संक्रमण से लड़ने के लिए बेहद जरूरी होता है। इसकी कमी होने के कारण मरीज के लिए हल्का संक्रमण भी जानलेवा हो सकता है। xyxy=(641,226,809,380)
env-kicker: पर्यावरण संरक्षण की दिशा में नगर निगम ने की ठोस पहल xyxy=(489,428,944,453)
brief-item xyxy=(26,731,223,914)
lead-story xyxy=(240,87,1344,419)
env-caption-2-lead: शिक्षण संस्थाएं आगे: xyxy=(608,949,699,962)
bmhrc-sidebar-body: इस बीमारी में कई बार मरीज में कोई लक्षण नहीं देखे जाते। हालांकि, कुछ लोग सीने या पीठ में दर्द, सांस की कमी का अनुभव कर सकते हैं। इन लक्षणों को पहचानना एवं सही समय पर इलाज कराना महत्वपूर्ण है। xyxy=(977,1960,1144,2031)
news-brief-rule xyxy=(26,131,223,133)
hamidia-caption: भोपाल। हमीदिया अस्पताल में अब हर शनिवार को एपिलेप्सी यूनिट का संचालन किया जाएगा। यह व्यवस्था राष्ट्रीय एपिलेप्सी दिवस पर शुरू की गई। जानकारी के अनुसार अस्पताल में हर सप्ताह 50 से 60 मिर्गी के मरीज पहुंचते हैं। जो इलाज के लिए भटकते रहते थे। इसी को ध्यान में रखते हुए यह यूनिट शुरू की गई है। न्यूरोलॉजी विभाग के डॉ. आयुष दुबे ने बताया कि मिर्गी के 80 फीसदी मरीज दवा से ठीक हो जाते हैं। लेकिन 20 फीसदी इससे वंचित रह जाते हैं। xyxy=(987,1678,1544,1719)
bmhrc-quote-divider xyxy=(977,2038,1144,2039)
